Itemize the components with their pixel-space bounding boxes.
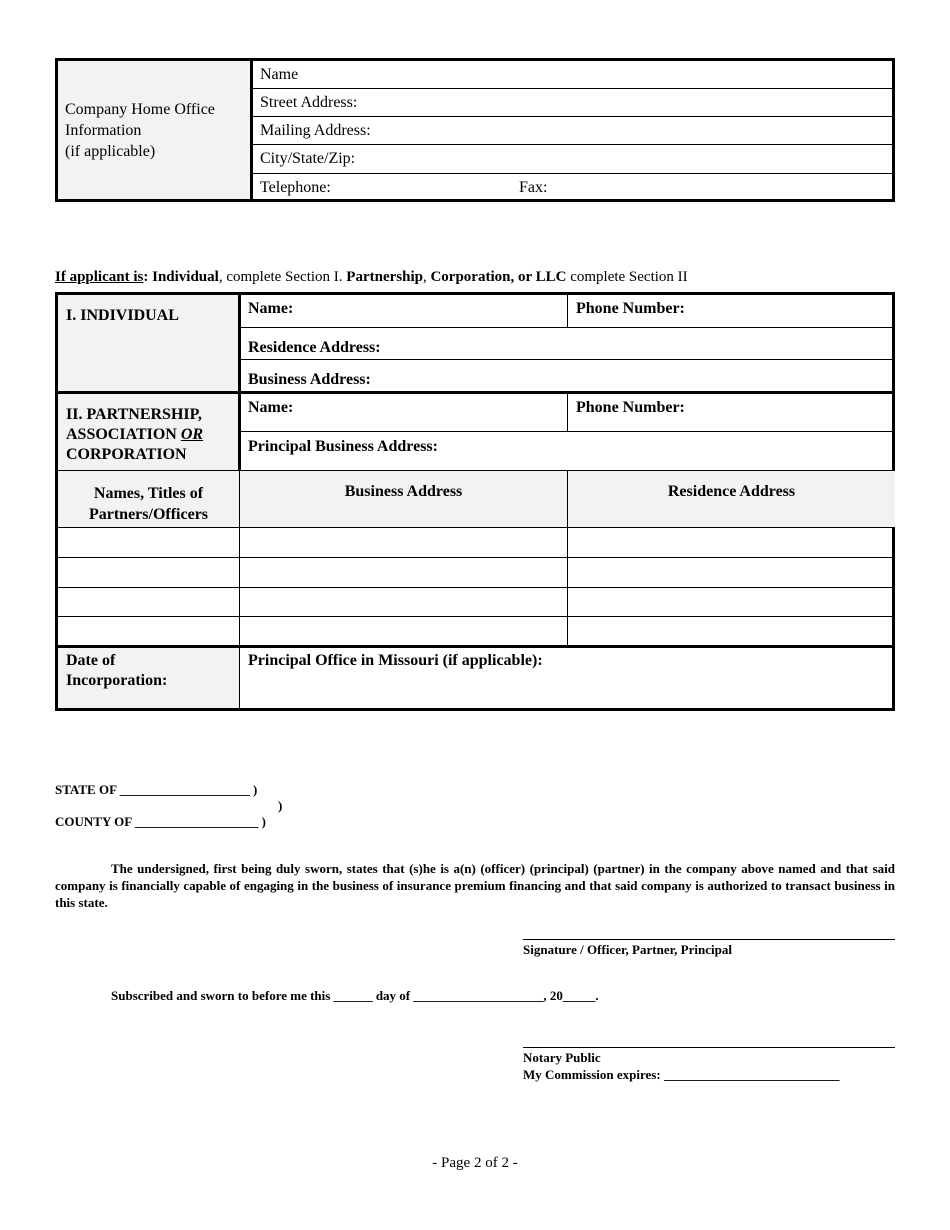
applicant-instructions <box>55 269 688 286</box>
home-office-city-label: City/State/Zip: <box>260 150 356 167</box>
home-office-label-cell <box>58 61 253 199</box>
home-office-city-field[interactable] <box>253 145 892 174</box>
applicant-note-text1: , complete Section I. <box>218 269 347 285</box>
divider <box>58 391 895 394</box>
subscribed-line: Subscribed and sworn to before me this ______ day of ____________________, 20_____. <box>111 988 599 1003</box>
principal-business-label: Principal Business Address: <box>248 438 438 455</box>
officer-row[interactable] <box>58 617 895 646</box>
home-office-name-label: Name <box>260 66 299 83</box>
home-office-mailing-field[interactable] <box>253 117 892 145</box>
officer-row[interactable] <box>58 528 895 557</box>
home-office-label-line2: Information <box>65 122 142 139</box>
section2-title-line3: CORPORATION <box>66 446 187 463</box>
divider <box>58 587 895 588</box>
principal-office-label: Principal Office in Missouri (if applicable): <box>248 652 543 669</box>
home-office-label-line1: Company Home Office <box>65 101 215 118</box>
page-number: - Page 2 of 2 - <box>432 1155 518 1171</box>
county-of-line: COUNTY OF ___________________ ) <box>55 814 267 829</box>
venue-paren: ) <box>278 798 283 813</box>
section2-title-association: ASSOCIATION <box>66 426 181 443</box>
home-office-street-field[interactable] <box>253 89 892 117</box>
divider <box>58 470 895 471</box>
signature-caption: Signature / Officer, Partner, Principal <box>523 942 732 957</box>
applicant-note-or-llc: , or LLC <box>510 269 567 285</box>
divider <box>58 557 895 558</box>
individual-phone-label: Phone Number: <box>576 300 685 317</box>
home-office-label <box>65 99 215 162</box>
officers-names-header <box>58 483 239 525</box>
notary-signature-line[interactable] <box>523 1047 895 1048</box>
officers-header-line2: Partners/Officers <box>88 506 209 523</box>
home-office-fax-label: Fax: <box>519 179 548 196</box>
state-of-line: STATE OF ____________________ ) <box>55 782 258 797</box>
business-address-header: Business Address <box>344 483 463 500</box>
divider <box>58 645 895 648</box>
divider <box>567 392 568 432</box>
incorporation-date-label <box>66 651 167 691</box>
notary-public-caption: Notary Public <box>523 1050 601 1065</box>
home-office-phone-field[interactable] <box>253 174 892 199</box>
divider <box>239 359 895 360</box>
applicant-table <box>55 292 895 711</box>
company-phone-label: Phone Number: <box>576 399 685 416</box>
incorporation-date-line1: Date of <box>66 652 116 669</box>
home-office-label-line3: (if applicable) <box>65 143 156 160</box>
home-office-telephone-label: Telephone: <box>260 179 331 196</box>
section2-title-or: OR <box>180 426 204 443</box>
applicant-note-text2: complete Section II <box>566 269 688 285</box>
commission-expires-line: My Commission expires: ___________________________ <box>523 1067 840 1082</box>
officer-row[interactable] <box>58 558 895 587</box>
home-office-mailing-label: Mailing Address: <box>260 122 371 139</box>
divider <box>567 295 568 328</box>
applicant-note-prefix: If applicant is <box>55 269 144 285</box>
divider <box>58 616 895 617</box>
section2-title <box>66 405 203 465</box>
officer-row[interactable] <box>58 588 895 617</box>
home-office-street-label: Street Address: <box>260 94 358 111</box>
company-name-label: Name: <box>248 399 294 416</box>
divider <box>239 431 895 432</box>
oath-statement: The undersigned, first being duly sworn, states that (s)he is a(n) (officer) (principal) (partner) in the company above named and that said company is financially capable of engaging in the business of insurance premium financing and that said company is authorized to transact business in this state. <box>55 861 895 910</box>
divider <box>58 527 895 528</box>
home-office-name-field[interactable] <box>253 61 892 89</box>
incorporation-date-line2: Incorporation: <box>66 672 168 689</box>
divider <box>238 295 241 471</box>
applicant-note-corporation: Corporation <box>430 269 511 285</box>
divider <box>567 470 568 646</box>
section2-title-line1: II. PARTNERSHIP, <box>66 406 202 423</box>
residence-address-header: Residence Address <box>667 483 796 500</box>
applicant-note-partnership: Partnership <box>346 269 423 285</box>
officers-header-line1: Names, Titles of <box>93 485 204 502</box>
divider <box>239 470 240 708</box>
individual-residence-label: Residence Address: <box>248 339 381 356</box>
applicant-note-comma: , <box>422 269 431 285</box>
applicant-note-colon: : <box>143 269 153 285</box>
divider <box>239 327 895 328</box>
signature-line[interactable] <box>523 939 895 940</box>
section1-title: I. INDIVIDUAL <box>66 307 179 324</box>
applicant-note-individual: Individual <box>152 269 219 285</box>
individual-name-label: Name: <box>248 300 294 317</box>
individual-business-label: Business Address: <box>248 371 371 388</box>
home-office-table <box>55 58 895 202</box>
